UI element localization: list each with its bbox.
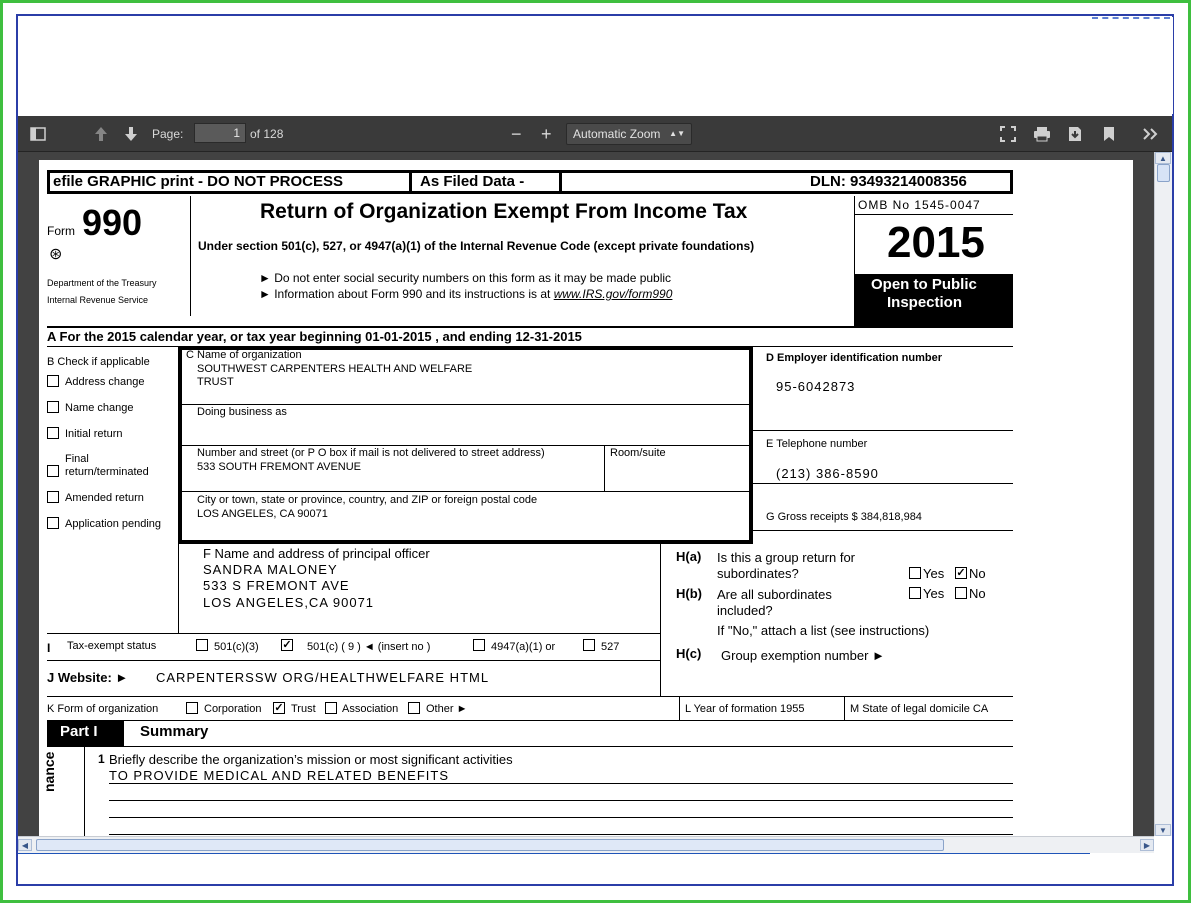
divider <box>47 660 660 661</box>
note-info <box>259 287 672 301</box>
status-line <box>18 853 1090 854</box>
b-label: B Check if applicable <box>47 356 150 368</box>
form-word: Form <box>47 224 75 238</box>
ha-text1: Is this a group return for <box>717 550 856 565</box>
divider <box>84 746 85 836</box>
mission-value: TO PROVIDE MEDICAL AND RELATED BENEFITS <box>109 768 449 783</box>
k-label: K Form of organization <box>47 703 159 715</box>
line1-number: 1 <box>98 752 105 766</box>
form-number: 990 <box>82 202 143 243</box>
amended-return-checkbox[interactable] <box>47 491 59 503</box>
501c3-checkbox[interactable] <box>196 639 208 651</box>
divider <box>604 445 605 491</box>
header-as-filed: As Filed Data - <box>420 173 525 190</box>
previous-page-icon[interactable] <box>94 116 108 152</box>
page-label: Page: <box>152 127 184 141</box>
501c-checkbox[interactable]: ✓ <box>282 639 292 651</box>
address-change-checkbox[interactable] <box>47 375 59 387</box>
divider <box>109 834 1013 835</box>
zoom-out-button[interactable]: − <box>511 123 522 144</box>
501c3-label: 501(c)(3) <box>214 641 259 653</box>
line-a: A For the 2015 calendar year, or tax year beginning 01-01-2015 , and ending 12-31-2015 <box>47 329 582 344</box>
scroll-left-icon[interactable]: ◀ <box>18 839 32 851</box>
org-name-line1: SOUTHWEST CARPENTERS HEALTH AND WELFARE <box>197 363 473 375</box>
final-return-label: return/terminated <box>65 466 149 478</box>
ha-text2: subordinates? <box>717 566 799 581</box>
trust-label: Trust <box>291 703 316 715</box>
eagle-logo-icon: ⊛ <box>49 246 63 263</box>
name-change-checkbox[interactable] <box>47 401 59 413</box>
tax-year: 2015 <box>887 218 985 267</box>
sidebar-toggle-icon[interactable] <box>30 116 46 152</box>
ha-no-label: No <box>969 566 986 581</box>
website-value[interactable]: CARPENTERSSW ORG/HEALTHWELFARE HTML <box>156 670 490 685</box>
ha-no-checkbox[interactable]: ✓ <box>956 567 966 579</box>
header-dln: DLN: 93493214008356 <box>810 173 967 190</box>
officer-address: 533 S FREMONT AVE <box>203 578 350 593</box>
city-label: City or town, state or province, country, and ZIP or foreign postal code <box>197 494 538 506</box>
summary-label: Summary <box>140 723 209 740</box>
zoom-in-button[interactable]: + <box>541 123 552 144</box>
divider <box>182 491 749 492</box>
hb-yes-checkbox[interactable] <box>909 587 921 599</box>
hb-text2: included? <box>717 603 773 618</box>
dept-line2: Internal Revenue Service <box>47 295 149 305</box>
501c-label: 501(c) ( 9 ) ◄ (insert no ) <box>307 641 431 653</box>
phone-value: (213) 386-8590 <box>776 466 879 481</box>
m-label: M State of legal domicile CA <box>850 703 989 715</box>
print-icon[interactable] <box>1033 116 1051 152</box>
pdf-viewer-area[interactable] <box>18 152 1154 836</box>
dept-line1: Department of the Treasury <box>47 278 157 288</box>
ha-yes-label: Yes <box>923 566 945 581</box>
association-label: Association <box>342 703 399 715</box>
divider <box>660 544 661 697</box>
divider <box>182 404 749 405</box>
4947-label: 4947(a)(1) or <box>491 641 556 653</box>
omb-number: OMB No 1545-0047 <box>858 198 981 212</box>
chevron-updown-icon: ▲▼ <box>669 129 685 138</box>
hb-yes-label: Yes <box>923 586 945 601</box>
part1-label: Part I <box>60 723 98 740</box>
hc-label: H(c) <box>676 646 702 661</box>
divider <box>178 544 179 634</box>
form-title: Return of Organization Exempt From Income Tax <box>260 200 748 223</box>
other-label: Other ► <box>426 703 468 715</box>
ha-label: H(a) <box>676 549 702 564</box>
hb-text1: Are all subordinates <box>717 587 832 602</box>
divider <box>753 530 1013 531</box>
officer-name: SANDRA MALONEY <box>203 562 338 577</box>
application-pending-label: Application pending <box>65 518 162 530</box>
divider <box>844 696 845 720</box>
divider <box>47 696 1013 697</box>
blank-header-area <box>19 17 1173 114</box>
divider <box>109 800 1013 801</box>
open-line2: Inspection <box>887 294 963 311</box>
trust-checkbox[interactable]: ✓ <box>274 702 284 714</box>
ein-value: 95-6042873 <box>776 379 856 394</box>
corporation-label: Corporation <box>204 703 262 715</box>
i-label: I <box>47 641 51 655</box>
page-total: of 128 <box>250 127 284 141</box>
initial-return-checkbox[interactable] <box>47 427 59 439</box>
tools-menu-icon[interactable] <box>1142 116 1158 152</box>
hb-note: If "No," attach a list (see instructions) <box>717 623 930 638</box>
application-pending-checkbox[interactable] <box>47 517 59 529</box>
e-label: E Telephone number <box>766 438 868 450</box>
527-label: 527 <box>601 641 620 653</box>
hb-no-label: No <box>969 586 986 601</box>
ha-yes-checkbox[interactable] <box>909 567 921 579</box>
divider <box>182 445 749 446</box>
side-label: nance <box>41 751 57 792</box>
note-ssn: ► Do not enter social security numbers on this form as it may be made public <box>259 271 672 285</box>
f-label: F Name and address of principal officer <box>203 546 430 561</box>
dba-label: Doing business as <box>197 406 287 418</box>
divider <box>559 170 562 194</box>
hb-label: H(b) <box>676 586 702 601</box>
divider <box>109 817 1013 818</box>
divider <box>47 720 1013 721</box>
download-icon[interactable] <box>1068 116 1082 152</box>
divider <box>753 430 1013 431</box>
presentation-mode-icon[interactable] <box>1000 116 1016 152</box>
horizontal-scrollbar[interactable] <box>18 836 1154 853</box>
divider <box>679 696 680 720</box>
room-label: Room/suite <box>610 447 666 459</box>
corner-decoration <box>1092 17 1170 20</box>
divider <box>47 746 1013 747</box>
i-text: Tax-exempt status <box>67 640 157 652</box>
l-label: L Year of formation 1955 <box>685 703 805 715</box>
irs-link[interactable]: www.IRS.gov/form990 <box>553 287 673 301</box>
name-change-label: Name change <box>65 402 134 414</box>
final-label: Final <box>65 453 89 465</box>
scroll-right-icon[interactable]: ▶ <box>1140 839 1154 851</box>
divider <box>409 170 412 194</box>
street-label: Number and street (or P O box if mail is not delivered to street address) <box>197 447 545 459</box>
divider <box>854 214 1013 215</box>
4947-checkbox[interactable] <box>473 639 485 651</box>
note-info-text: ► Information about Form 990 and its instructions is at <box>259 287 554 301</box>
final-return-checkbox[interactable] <box>47 465 59 477</box>
527-checkbox[interactable] <box>583 639 595 651</box>
line1-text: Briefly describe the organization’s mission or most significant activities <box>109 752 513 767</box>
corporation-checkbox[interactable] <box>186 702 198 714</box>
open-line1: Open to Public <box>871 276 977 293</box>
org-name-line2: TRUST <box>197 376 234 388</box>
amended-return-label: Amended return <box>65 492 144 504</box>
page-number-input[interactable]: 1 <box>194 123 246 143</box>
divider <box>753 483 1013 484</box>
hc-text: Group exemption number ► <box>721 648 885 663</box>
divider <box>47 326 1013 328</box>
g-label: G Gross receipts $ 384,818,984 <box>766 511 922 523</box>
street-value: 533 SOUTH FREMONT AVENUE <box>197 461 362 473</box>
next-page-icon[interactable] <box>124 116 138 152</box>
header-efile: efile GRAPHIC print - DO NOT PROCESS <box>53 173 344 190</box>
address-change-label: Address change <box>65 376 145 388</box>
horizontal-scroll-thumb[interactable] <box>36 839 944 851</box>
c-label: C Name of organization <box>186 349 302 361</box>
zoom-select-value: Automatic Zoom <box>573 127 661 141</box>
bookmark-icon[interactable] <box>1103 116 1115 152</box>
vertical-scrollbar[interactable] <box>1154 152 1172 836</box>
divider <box>47 633 660 634</box>
scroll-down-icon[interactable]: ▼ <box>1155 824 1171 836</box>
city-value: LOS ANGELES, CA 90071 <box>197 508 328 520</box>
initial-return-label: Initial return <box>65 428 123 440</box>
zoom-select[interactable] <box>566 123 692 145</box>
officer-city: LOS ANGELES,CA 90071 <box>203 595 375 610</box>
divider <box>190 196 191 316</box>
vertical-scroll-thumb[interactable] <box>1157 164 1170 182</box>
form-subtitle: Under section 501(c), 527, or 4947(a)(1) of the Internal Revenue Code (except private foundations) <box>198 239 755 253</box>
pdf-toolbar <box>18 116 1172 152</box>
pdf-page <box>39 160 1133 836</box>
d-label: D Employer identification number <box>766 352 943 364</box>
hb-no-checkbox[interactable] <box>955 587 967 599</box>
divider <box>109 783 1013 784</box>
other-checkbox[interactable] <box>408 702 420 714</box>
j-label: J Website: ► <box>47 670 129 685</box>
scroll-up-icon[interactable]: ▲ <box>1155 152 1171 164</box>
association-checkbox[interactable] <box>325 702 337 714</box>
